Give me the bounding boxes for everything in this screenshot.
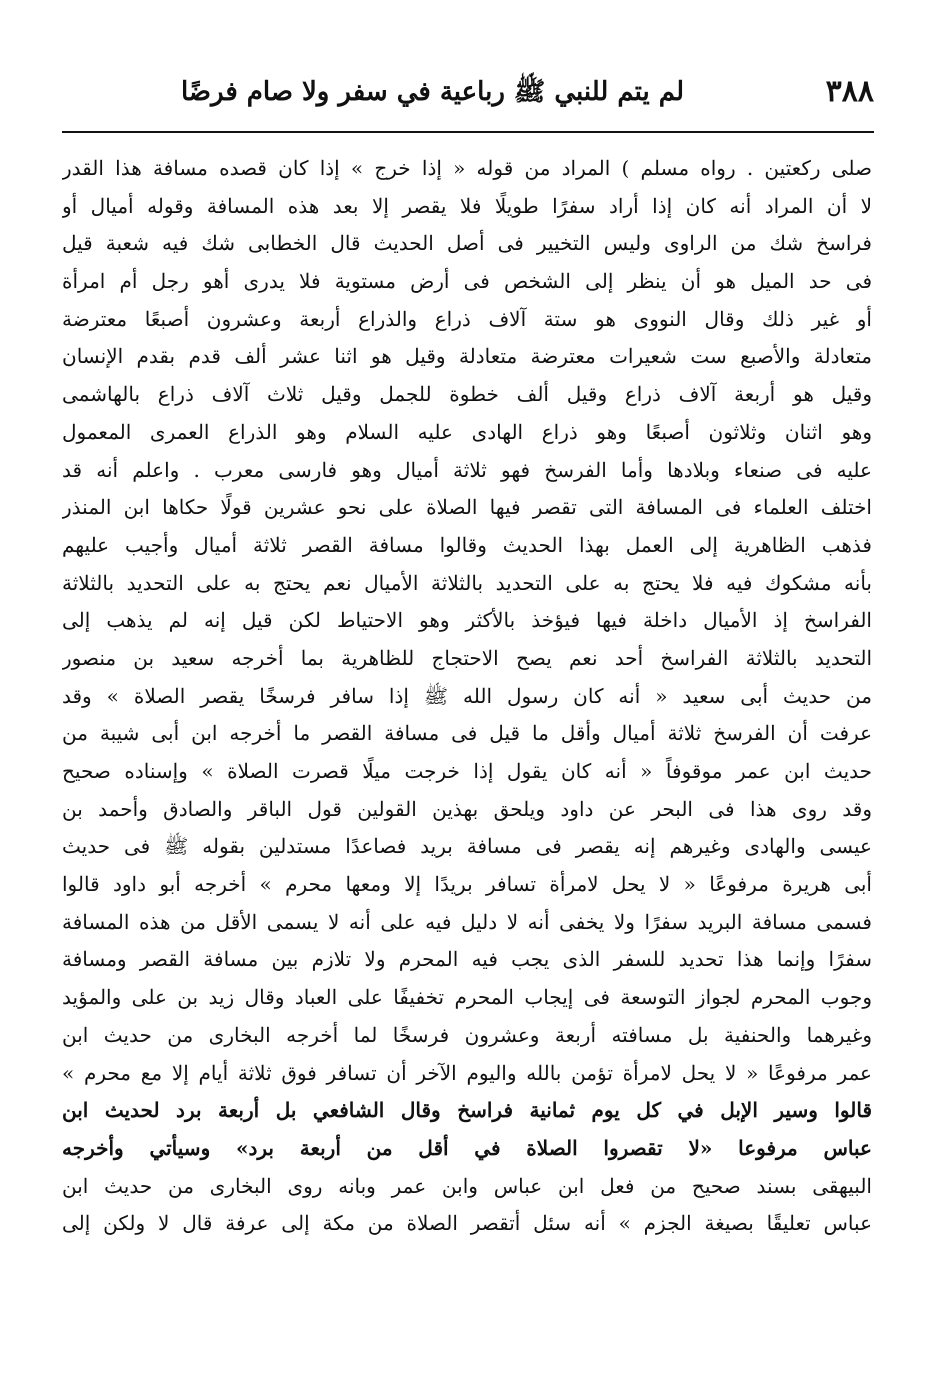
text-line: فراسخ شك من الراوى وليس التخيير فى أصل الحديث قال الخطابى شك فيه شعبة قيل (62, 231, 872, 256)
text-line: عيسى والهادى وغيرهم إنه يقصر فى مسافة بريد فصاعدًا مستدلين بقوله ﷺ فى حديث (62, 834, 872, 859)
text-line: أو غير ذلك وقال النووى هو ستة آلاف ذراع والذراع أربعة وعشرون أصبعًا معترضة (62, 306, 872, 331)
text-line: فى حد الميل هو أن ينظر إلى الشخص فى أرض مستوية فلا يدرى أهو رجل أم امرأة (62, 269, 872, 294)
text-line: حديث ابن عمر موقوفاً « أنه كان يقول إذا خرجت ميلًا قصرت الصلاة » وإسناده صحيح (62, 759, 872, 783)
text-line: وقيل هو أربعة آلاف ذراع وقيل ألف خطوة للجمل وقيل ثلاث آلاف ذراع بالهاشمى (62, 382, 872, 407)
text-line: عباس تعليقًا بصيغة الجزم » أنه سئل أتقصر الصلاة من مكة إلى عرفة قال لا ولكن إلى (62, 1211, 872, 1236)
text-line: متعادلة والأصبع ست شعيرات معترضة متعادلة وقيل هو اثنا عشر ألف قدم بقدم الإنسان (62, 344, 872, 369)
text-line: عليه فى صنعاء وبلادها وأما الفرسخ فهو ثلاثة أميال وهو فارسى معرب . واعلم أنه قد (62, 457, 872, 482)
text-line-bold: قالوا وسير الإبل في كل يوم ثمانية فراسخ وقال الشافعي بل أربعة برد لحديث ابن (62, 1098, 872, 1123)
text-line: الفراسخ إذ الأميال داخلة فيها فيؤخذ بالأكثر وهو الاحتياط لكن قيل إنه لم يذهب إلى (62, 608, 872, 633)
text-line: بأنه مشكوك فيه فلا يحتج به على التحديد بالثلاثة الأميال نعم يحتج به على التحديد بالثلاثة (62, 570, 872, 595)
text-line: اختلف العلماء فى المسافة التى تقصر فيها الصلاة على نحو عشرين قولًا حكاها ابن المنذر (62, 495, 872, 520)
text-line: أبى هريرة مرفوعًا « لا يحل لامرأة تسافر بريدًا إلا ومعها محرم » أخرجه أبو داود قالوا (62, 872, 872, 897)
text-line: من حديث أبى سعيد « أنه كان رسول الله ﷺ إذا سافر فرسخًا يقصر الصلاة » وقد (62, 683, 872, 708)
text-line: فذهب الظاهرية إلى العمل بهذا الحديث وقالوا مسافة القصر ثلاثة أميال وأجيب عليهم (62, 532, 872, 557)
text-line: البيهقى بسند صحيح من فعل ابن عباس وابن عمر وبانه روى البخارى من حديث ابن (62, 1173, 872, 1198)
text-line: سفرًا وإنما هذا تحديد للسفر الذى يجب فيه المحرم ولا تلازم بين مسافة القصر ومسافة (62, 947, 872, 972)
text-line: صلى ركعتين . رواه مسلم ) المراد من قوله « إذا خرج » إذا كان قصده مسافة هذا القدر (62, 156, 872, 180)
text-line: فسمى مسافة البريد سفرًا ولا يخفى أنه لا دليل فيه على أنه لا يسمى الأقل من هذه المسافة (62, 909, 872, 934)
text-line: التحديد بالثلاثة الفراسخ أحد نعم يصح الاحتجاج للظاهرية بما أخرجه سعيد بن منصور (62, 645, 872, 670)
text-line: وهو اثنان وثلاثون أصبعًا وهو ذراع الهادى عليه السلام وهو الذراع العمرى المعمول (62, 419, 872, 444)
page-header (150, 70, 874, 114)
text-line-bold: عباس مرفوعا «لا تقصروا الصلاة في أقل من أربعة برد» وسيأتي وأخرجه (62, 1135, 872, 1160)
running-title: لم يتم للنبي ﷺ رباعية في سفر ولا صام فرضًا (180, 77, 684, 107)
text-line: عمر مرفوعًا « لا يحل لامرأة تؤمن بالله واليوم الآخر أن تسافر فوق ثلاثة أيام إلا مع محرم » (62, 1060, 872, 1085)
body-text (62, 150, 872, 1243)
page-number: ٣٨٨ (825, 74, 874, 109)
header-rule (62, 131, 874, 133)
text-line: عرفت أن الفرسخ ثلاثة أميال وأقل ما قيل فى مسافة القصر ما أخرجه ابن أبى شيبة من (62, 721, 872, 746)
text-line: لا أن المراد أنه كان إذا أراد سفرًا طويلًا فلا يقصر إلا بعد هذه المسافة وقوله أميال أو (62, 193, 872, 218)
text-line: وغيرهما والحنفية بل مسافته أربعة وعشرون فرسخًا لما أخرجه البخارى من حديث ابن (62, 1022, 872, 1047)
text-line: وجوب المحرم لجواز التوسعة فى إيجاب المحرم تخفيفًا على العباد وقال زيد بن على والمؤيد (62, 985, 872, 1010)
text-line: وقد روى هذا فى البحر عن داود ويلحق بهذين القولين قول الباقر والصادق وأحمد بن (62, 796, 872, 821)
